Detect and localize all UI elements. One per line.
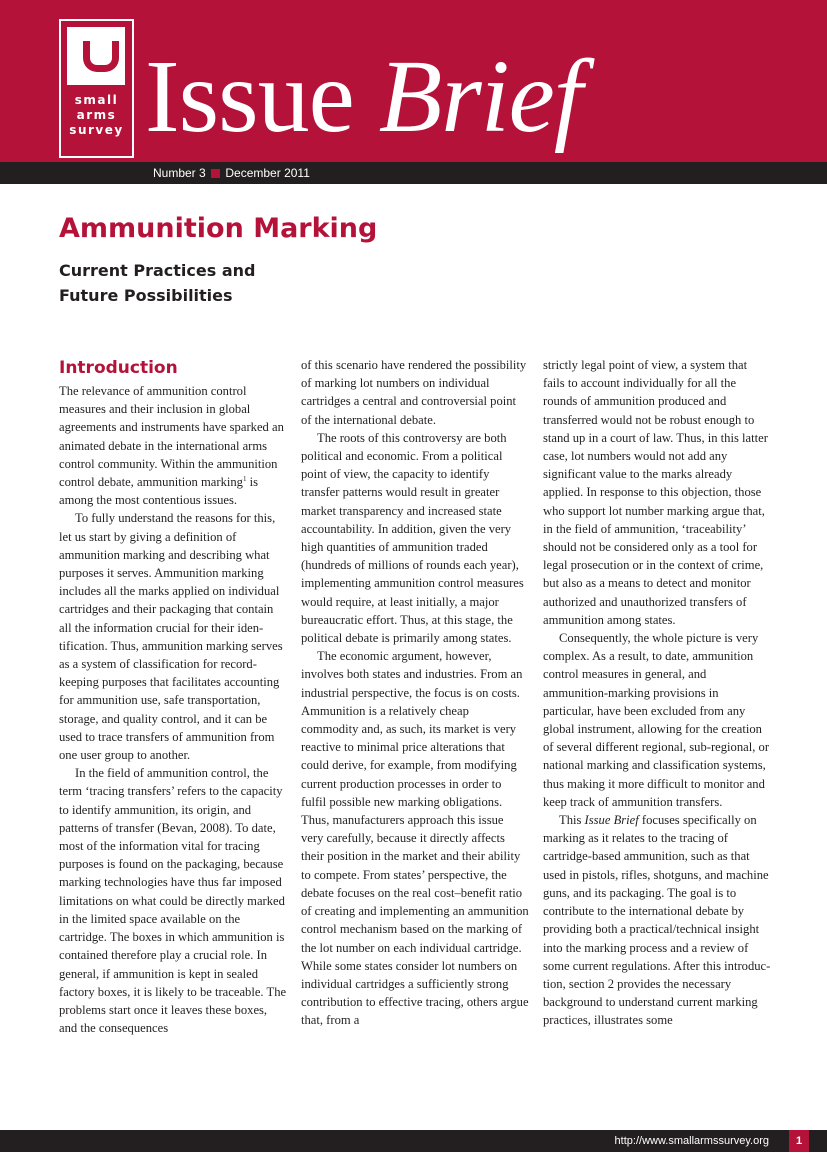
logo-line: arms: [76, 108, 117, 122]
paragraph-text: is among the most contentious issues.: [59, 475, 259, 508]
footer-bar: [0, 1130, 827, 1152]
page-number: 1: [789, 1130, 809, 1152]
issue-number: Number 3: [153, 166, 206, 180]
footnote-marker[interactable]: 1: [242, 475, 247, 484]
text-column-3: [543, 356, 771, 1030]
paragraph-text: This: [559, 813, 585, 828]
section-heading-introduction: Introduction: [59, 358, 178, 378]
masthead-word-issue: Issue: [145, 39, 354, 154]
paragraph: of this scenario have rendered the possibility of marking lot numbers on individual cartridges a central and controversial point of the international debate.: [301, 358, 527, 427]
paragraph: [543, 811, 771, 1029]
paragraph-text: focuses specifically on marking as it relates to the tracing of cartridge-based ammunition, such as that used in pistols, rifles, shotguns, and machine guns, and its packaging. The goal is to contribute to the international debate by providing both a practical/technical insight into the marking process and a review of some current regulations. After this introduction, section 2 provides the necessary background to understand current marking practices, illustrates some: [543, 813, 771, 1028]
masthead-word-brief: Brief: [378, 39, 582, 154]
header-banner: [0, 0, 827, 162]
small-arms-survey-logo: [59, 19, 134, 158]
masthead: [145, 39, 582, 154]
issue-date: December 2011: [225, 166, 310, 180]
paragraph: In the field of ammunition control, the term ‘tracing transfers’ refers to the capacity to identify ammunition, its origin, and patterns of transfer (Bevan, 2008). To date, most of the information vital for tracing purposes is found on the packaging, because marking technologies have thus far imposed limitations on what could be directly marked in the limited space available on the cartridge. The boxes in which ammunition is contained therefore play a crucial role. In general, if ammunition is kept in sealed factory boxes, it is likely to be traceable. The problems start once it leaves these boxes, and the consequences: [59, 766, 287, 1036]
italic-title: Issue Brief: [584, 813, 639, 828]
logo-line: small: [74, 93, 119, 107]
paragraph: Consequently, the whole picture is very complex. As a result, to date, ammunition control measures in general, and ammunition-marking provisions in particular, have been excluded from any global instrument, allowing for the creation of several different regional, sub-regional, or national marking and classification systems, thus making it more difficult to monitor and keep track of ammunition transfers.: [543, 631, 770, 809]
subtitle-line: Current Practices and: [59, 261, 256, 280]
website-link[interactable]: http://www.smallarmssurvey.org: [614, 1135, 769, 1147]
document-subtitle: [59, 258, 255, 308]
subtitle-line: Future Possibilities: [59, 286, 233, 305]
issue-info-bar: [0, 162, 827, 184]
paragraph: The economic argument, however, involves both states and industries. From an industrial perspective, the focus is on costs. Ammunition is a relatively cheap commodity and, as such, its market is very reactive to minimal price alterations that could derive, for example, from modifying current production processes in order to fulfil possible new marking obligations. Thus, manufacturers approach this issue very carefully, because it directly affects their position in the market and their ability to compete. From states’ perspective, the debate focuses on the real cost–benefit ratio of creating and implementing an ammunition control mechanism based on the marking of the lot number on each individual cartridge. While some states consider lot numbers on individual cartridges a sufficiently strong contribution to effective tracing, others argue that, from a: [301, 649, 529, 1028]
text-column-2: [301, 356, 529, 1030]
text-column-1: [59, 356, 287, 1037]
paragraph: [59, 382, 287, 509]
document-title: Ammunition Marking: [59, 213, 378, 244]
square-separator-icon: [211, 169, 220, 178]
paragraph: The roots of this controversy are both political and economic. From a political point of view, the capacity to identify transfer patterns would result in greater market transparency and increased state accountability. In addition, given the very high quantities of ammunition traded (hundreds of millions of rounds each year), implementing ammunition control measures would require, at least initially, a major bureaucratic effort. Thus, at this stage, the political debate is primarily among states.: [301, 430, 524, 646]
paragraph-text: The relevance of ammunition control measures and their inclusion in global agreements and instruments have sparked an animated debate in the international arms control community. Within the ammunition control debate, ammunition marking: [59, 384, 284, 490]
logo-line: survey: [69, 123, 124, 137]
logo-text: [61, 93, 132, 138]
logo-emblem-icon: [67, 27, 125, 85]
paragraph: strictly legal point of view, a system that fails to account individually for all the rounds of ammunition produced and transferred would not be robust enough to stand up in a court of law. Thus, in this latter case, lot numbers would not add any significant value to the marks already applied. In response to this objection, those who support lot number marking argue that, in the field of ammunition, ‘traceability’ should not be considered only as a tool for legal prosecution or in the context of crime, but also as a means to detect and monitor authorized and unauthorized transfers of ammunition among states.: [543, 358, 768, 627]
paragraph: To fully understand the reasons for this, let us start by giving a definition of ammunition marking and describing what purposes it serves. Ammunition marking includes all the marks applied on individual cartridges and their packaging that contain all the information crucial for their identification. Thus, ammunition marking serves as a system of classification for record-keeping purposes that facilitates accounting for ammunition use, safe transportation, storage, and quality control, and it can be used to trace transfers of ammunition from one user group to another.: [59, 511, 283, 763]
